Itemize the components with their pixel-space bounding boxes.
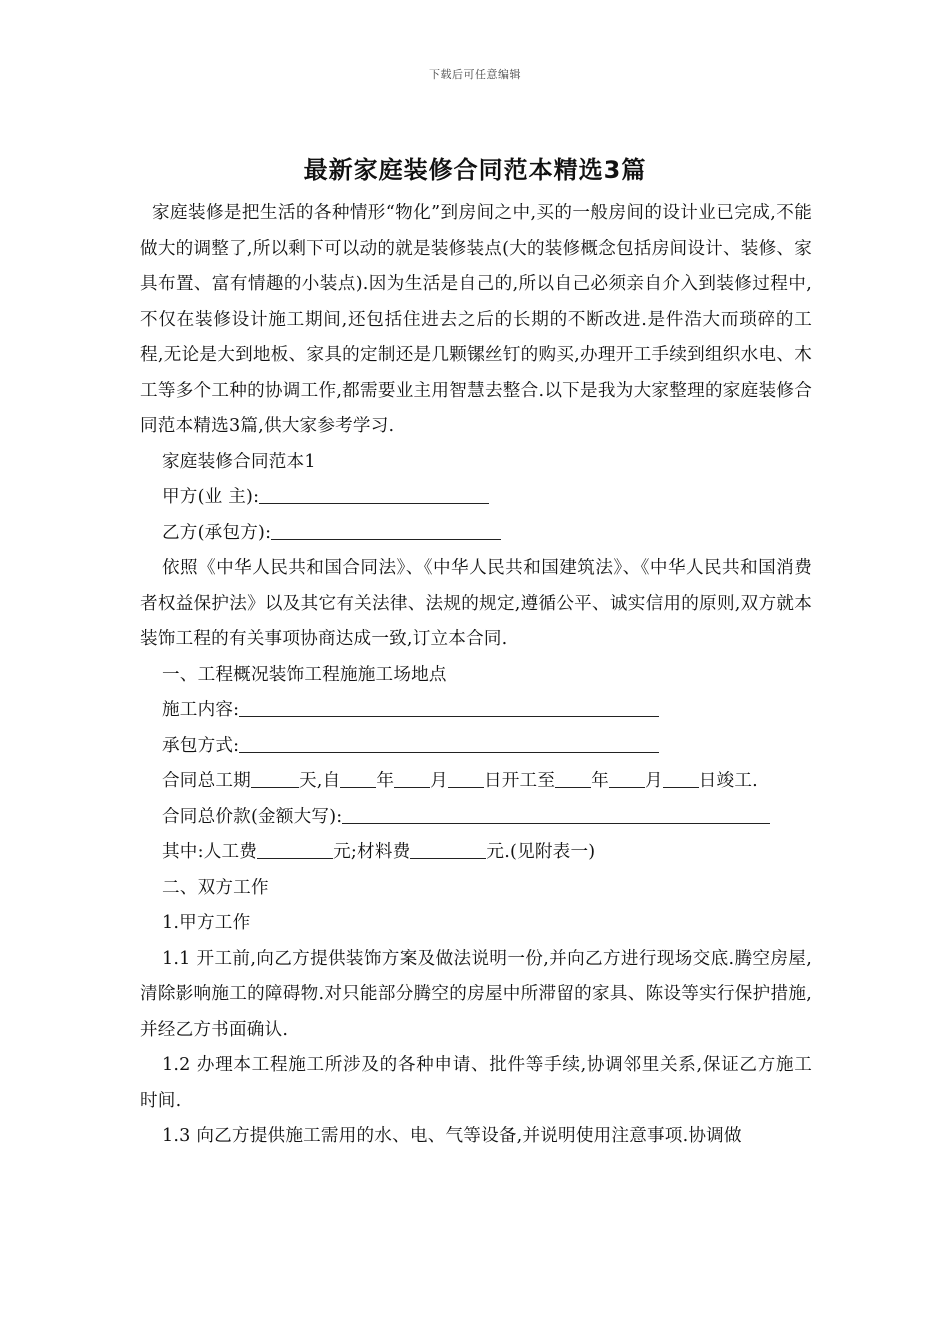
- section-1-title: 一、工程概况装饰工程施施工场地点: [162, 664, 447, 685]
- start-month-blank[interactable]: [394, 769, 430, 788]
- item-1-3: 1.3 向乙方提供施工需用的水、电、气等设备,并说明使用注意事项.协调做: [162, 1126, 742, 1146]
- document-title: 最新家庭装修合同范本精选3篇: [303, 156, 647, 184]
- total-price-blank[interactable]: [342, 805, 770, 824]
- duration-line: [140, 764, 812, 800]
- party-b-blank[interactable]: [271, 521, 501, 540]
- days-blank[interactable]: [251, 769, 299, 788]
- contract-mode-line: [140, 729, 812, 765]
- party-b-label: 乙方(承包方):: [162, 522, 272, 543]
- year-label-2: 年: [591, 771, 609, 791]
- party-a-label: 甲方(业 主):: [162, 487, 260, 507]
- total-price-label: 合同总价款(金额大写):: [162, 806, 343, 827]
- party-b-line: [140, 516, 812, 552]
- intro-paragraph: 家庭装修是把生活的各种情形“物化”到房间之中,买的一般房间的设计业已完成,不能做大的调整了,所以剩下可以动的就是装修装点(大的装修概念包括房间设计、装修、家具布置、富有情趣的小装点).因为生活是自己的,所以自己必须亲自介入到装修过程中,不仅在装修设计施工期间,还包括住进去之后的长期的不断改进.是件浩大而琐碎的工程,无论是大到地板、家具的定制还是几颗镙丝钉的购买,办理开工手续到组织水电、木工等多个工种的协调工作,都需要业主用智慧去整合.以下是我为大家整理的家庭装修合同范本精选3篇,供大家参考学习.: [140, 203, 812, 436]
- total-price-line: [140, 800, 812, 836]
- section-2-title: 二、双方工作: [162, 877, 269, 898]
- legal-basis-paragraph: 依照《中华人民共和国合同法》、《中华人民共和国建筑法》、《中华人民共和国消费者权益保护法》以及其它有关法律、法规的规定,遵循公平、诚实信用的原则,双方就本装饰工程的有关事项协商达成一致,订立本合同.: [140, 558, 812, 649]
- item-1-1: 1.1 开工前,向乙方提供装饰方案及做法说明一份,并向乙方进行现场交底.腾空房屋,清除影响施工的障碍物.对只能部分腾空的房屋中所滞留的家具、陈设等实行保护措施,并经乙方书面确认.: [140, 948, 812, 1040]
- start-year-blank[interactable]: [340, 769, 376, 788]
- end-month-blank[interactable]: [609, 769, 645, 788]
- party-a-line: [140, 480, 812, 516]
- start-text: 日开工至: [483, 771, 556, 791]
- duration-prefix: 合同总工期: [162, 771, 251, 791]
- party-a-blank[interactable]: [259, 485, 489, 504]
- end-text: 日竣工.: [698, 771, 758, 791]
- month-label-1: 月: [430, 771, 448, 791]
- work-content-label: 施工内容:: [162, 700, 240, 720]
- labor-cost-blank[interactable]: [257, 840, 333, 859]
- labor-suffix: 元;材料费: [333, 842, 411, 862]
- end-day-blank[interactable]: [663, 769, 699, 788]
- document-body: [140, 196, 812, 1155]
- material-cost-blank[interactable]: [410, 840, 486, 859]
- contract-mode-label: 承包方式:: [162, 735, 240, 756]
- header-note: 下载后可任意编辑: [429, 68, 521, 81]
- sub-1-title: 1.甲方工作: [162, 913, 251, 933]
- contract-mode-blank[interactable]: [239, 734, 659, 753]
- year-label-1: 年: [376, 771, 395, 791]
- contract-heading: 家庭装修合同范本1: [162, 451, 316, 472]
- item-1-2: 1.2 办理本工程施工所涉及的各种申请、批件等手续,协调邻里关系,保证乙方施工时间.: [140, 1055, 812, 1111]
- end-year-blank[interactable]: [555, 769, 591, 788]
- start-day-blank[interactable]: [448, 769, 484, 788]
- month-label-2: 月: [644, 771, 663, 791]
- work-content-line: [140, 693, 812, 729]
- breakdown-line: [140, 835, 812, 871]
- breakdown-prefix: 其中:人工费: [162, 842, 258, 862]
- work-content-blank[interactable]: [239, 698, 659, 717]
- days-suffix: 天,自: [298, 771, 341, 791]
- material-suffix: 元.(见附表一): [486, 842, 596, 862]
